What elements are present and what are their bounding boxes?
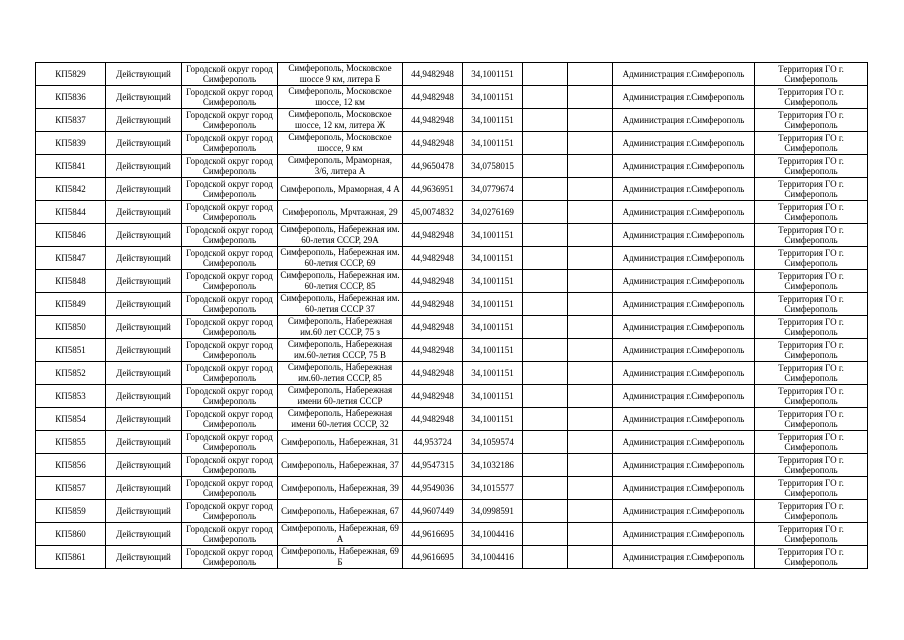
cell-administration: Администрация г.Симферополь bbox=[613, 63, 755, 86]
cell-code: КП5837 bbox=[36, 109, 106, 132]
cell-territory: Территория ГО г. Симферополь bbox=[755, 339, 868, 362]
cell-code: КП5861 bbox=[36, 546, 106, 569]
cell-address: Симферополь, Набережная, 67 bbox=[278, 500, 403, 523]
cell-administration: Администрация г.Симферополь bbox=[613, 477, 755, 500]
cell-code: КП5849 bbox=[36, 293, 106, 316]
cell-district: Городской округ город Симферополь bbox=[182, 385, 278, 408]
cell-territory: Территория ГО г. Симферополь bbox=[755, 293, 868, 316]
cell-address: Симферополь, Мраморная, 3/6, литера А bbox=[278, 155, 403, 178]
cell-empty-2 bbox=[568, 86, 613, 109]
cell-latitude: 44,9607449 bbox=[403, 500, 463, 523]
cell-status: Действующий bbox=[106, 431, 182, 454]
cell-empty-1 bbox=[523, 385, 568, 408]
table-row bbox=[36, 201, 868, 224]
cell-empty-1 bbox=[523, 293, 568, 316]
cell-district: Городской округ город Симферополь bbox=[182, 247, 278, 270]
cell-territory: Территория ГО г. Симферополь bbox=[755, 201, 868, 224]
cell-address: Симферополь, Набережная им. 60-летия СССР, 29А bbox=[278, 224, 403, 247]
cell-district: Городской округ город Симферополь bbox=[182, 86, 278, 109]
cell-district: Городской округ город Симферополь bbox=[182, 155, 278, 178]
cell-administration: Администрация г.Симферополь bbox=[613, 454, 755, 477]
cell-longitude: 34,1001151 bbox=[463, 132, 523, 155]
table-row bbox=[36, 316, 868, 339]
cell-territory: Территория ГО г. Симферополь bbox=[755, 178, 868, 201]
cell-longitude: 34,1001151 bbox=[463, 339, 523, 362]
cell-territory: Территория ГО г. Симферополь bbox=[755, 454, 868, 477]
cell-address: Симферополь, Набережная им.60-летия СССР, 85 bbox=[278, 362, 403, 385]
cell-administration: Администрация г.Симферополь bbox=[613, 316, 755, 339]
cell-empty-1 bbox=[523, 316, 568, 339]
cell-territory: Территория ГО г. Симферополь bbox=[755, 224, 868, 247]
cell-district: Городской округ город Симферополь bbox=[182, 178, 278, 201]
cell-administration: Администрация г.Симферополь bbox=[613, 247, 755, 270]
cell-administration: Администрация г.Симферополь bbox=[613, 86, 755, 109]
cell-administration: Администрация г.Симферополь bbox=[613, 201, 755, 224]
cell-address: Симферополь, Набережная имени 60-летия СССР bbox=[278, 385, 403, 408]
cell-code: КП5856 bbox=[36, 454, 106, 477]
cell-empty-1 bbox=[523, 431, 568, 454]
cell-empty-2 bbox=[568, 385, 613, 408]
cell-empty-1 bbox=[523, 454, 568, 477]
cell-empty-1 bbox=[523, 477, 568, 500]
cell-empty-1 bbox=[523, 500, 568, 523]
table-row bbox=[36, 362, 868, 385]
cell-address: Симферополь, Набережная, 31 bbox=[278, 431, 403, 454]
cell-administration: Администрация г.Симферополь bbox=[613, 523, 755, 546]
cell-status: Действующий bbox=[106, 270, 182, 293]
cell-status: Действующий bbox=[106, 454, 182, 477]
cell-empty-2 bbox=[568, 523, 613, 546]
cell-empty-1 bbox=[523, 224, 568, 247]
cell-empty-2 bbox=[568, 339, 613, 362]
table-row bbox=[36, 477, 868, 500]
cell-latitude: 44,9482948 bbox=[403, 339, 463, 362]
cell-empty-1 bbox=[523, 63, 568, 86]
cell-administration: Администрация г.Симферополь bbox=[613, 155, 755, 178]
cell-empty-2 bbox=[568, 408, 613, 431]
cell-latitude: 44,9482948 bbox=[403, 247, 463, 270]
cell-address: Симферополь, Московское шоссе, 9 км bbox=[278, 132, 403, 155]
cell-district: Городской округ город Симферополь bbox=[182, 132, 278, 155]
cell-longitude: 34,0998591 bbox=[463, 500, 523, 523]
cell-latitude: 44,9482948 bbox=[403, 132, 463, 155]
cell-territory: Территория ГО г. Симферополь bbox=[755, 63, 868, 86]
cell-longitude: 34,1004416 bbox=[463, 546, 523, 569]
cell-longitude: 34,1004416 bbox=[463, 523, 523, 546]
table-row bbox=[36, 523, 868, 546]
cell-code: КП5829 bbox=[36, 63, 106, 86]
cell-address: Симферополь, Московское шоссе, 12 км bbox=[278, 86, 403, 109]
cell-empty-2 bbox=[568, 431, 613, 454]
cell-status: Действующий bbox=[106, 362, 182, 385]
cell-address: Симферополь, Набережная, 69 А bbox=[278, 523, 403, 546]
cell-code: КП5842 bbox=[36, 178, 106, 201]
table-row bbox=[36, 224, 868, 247]
cell-empty-2 bbox=[568, 109, 613, 132]
cell-empty-2 bbox=[568, 546, 613, 569]
cell-district: Городской округ город Симферополь bbox=[182, 523, 278, 546]
cell-latitude: 44,9482948 bbox=[403, 270, 463, 293]
cell-status: Действующий bbox=[106, 178, 182, 201]
cell-longitude: 34,1001151 bbox=[463, 63, 523, 86]
cell-code: КП5852 bbox=[36, 362, 106, 385]
cell-address: Симферополь, Набережная им. 60-летия СССР 37 bbox=[278, 293, 403, 316]
table-row bbox=[36, 247, 868, 270]
cell-empty-1 bbox=[523, 86, 568, 109]
cell-longitude: 34,0276169 bbox=[463, 201, 523, 224]
cell-administration: Администрация г.Симферополь bbox=[613, 546, 755, 569]
cell-territory: Территория ГО г. Симферополь bbox=[755, 408, 868, 431]
cell-district: Городской округ город Симферополь bbox=[182, 546, 278, 569]
cell-district: Городской округ город Симферополь bbox=[182, 316, 278, 339]
cell-code: КП5851 bbox=[36, 339, 106, 362]
cell-territory: Территория ГО г. Симферополь bbox=[755, 132, 868, 155]
cell-longitude: 34,1001151 bbox=[463, 385, 523, 408]
table-row bbox=[36, 293, 868, 316]
table-row bbox=[36, 454, 868, 477]
table-row bbox=[36, 155, 868, 178]
cell-empty-1 bbox=[523, 247, 568, 270]
cell-latitude: 44,9549036 bbox=[403, 477, 463, 500]
cell-latitude: 44,9482948 bbox=[403, 86, 463, 109]
cell-empty-2 bbox=[568, 477, 613, 500]
cell-territory: Территория ГО г. Симферополь bbox=[755, 431, 868, 454]
cell-empty-2 bbox=[568, 247, 613, 270]
cell-latitude: 44,9482948 bbox=[403, 362, 463, 385]
cell-latitude: 44,9616695 bbox=[403, 546, 463, 569]
cell-status: Действующий bbox=[106, 109, 182, 132]
cell-empty-1 bbox=[523, 362, 568, 385]
cell-district: Городской округ город Симферополь bbox=[182, 293, 278, 316]
cell-address: Симферополь, Набережная им. 60-летия СССР, 69 bbox=[278, 247, 403, 270]
cell-longitude: 34,1001151 bbox=[463, 109, 523, 132]
cell-address: Симферополь, Московское шоссе, 12 км, литера Ж bbox=[278, 109, 403, 132]
registry-table bbox=[35, 62, 868, 569]
cell-district: Городской округ город Симферополь bbox=[182, 500, 278, 523]
cell-empty-2 bbox=[568, 155, 613, 178]
cell-status: Действующий bbox=[106, 546, 182, 569]
cell-address: Симферополь, Набережная, 69 Б bbox=[278, 546, 403, 569]
cell-district: Городской округ город Симферополь bbox=[182, 270, 278, 293]
cell-latitude: 44,9482948 bbox=[403, 224, 463, 247]
cell-longitude: 34,1059574 bbox=[463, 431, 523, 454]
cell-territory: Территория ГО г. Симферополь bbox=[755, 270, 868, 293]
cell-territory: Территория ГО г. Симферополь bbox=[755, 385, 868, 408]
cell-address: Симферополь, Московское шоссе 9 км, литера Б bbox=[278, 63, 403, 86]
cell-administration: Администрация г.Симферополь bbox=[613, 293, 755, 316]
cell-code: КП5860 bbox=[36, 523, 106, 546]
cell-empty-1 bbox=[523, 523, 568, 546]
cell-latitude: 44,9650478 bbox=[403, 155, 463, 178]
cell-administration: Администрация г.Симферополь bbox=[613, 362, 755, 385]
table-row bbox=[36, 385, 868, 408]
cell-district: Городской округ город Симферополь bbox=[182, 109, 278, 132]
cell-empty-1 bbox=[523, 155, 568, 178]
cell-code: КП5857 bbox=[36, 477, 106, 500]
cell-code: КП5839 bbox=[36, 132, 106, 155]
cell-empty-1 bbox=[523, 132, 568, 155]
cell-code: КП5836 bbox=[36, 86, 106, 109]
cell-address: Симферополь, Мрчтажная, 29 bbox=[278, 201, 403, 224]
cell-territory: Территория ГО г. Симферополь bbox=[755, 362, 868, 385]
cell-address: Симферополь, Мраморная, 4 А bbox=[278, 178, 403, 201]
cell-territory: Территория ГО г. Симферополь bbox=[755, 109, 868, 132]
cell-address: Симферополь, Набережная, 37 bbox=[278, 454, 403, 477]
cell-code: КП5853 bbox=[36, 385, 106, 408]
cell-code: КП5846 bbox=[36, 224, 106, 247]
cell-administration: Администрация г.Симферополь bbox=[613, 132, 755, 155]
cell-longitude: 34,1001151 bbox=[463, 408, 523, 431]
cell-code: КП5854 bbox=[36, 408, 106, 431]
cell-administration: Администрация г.Симферополь bbox=[613, 431, 755, 454]
cell-empty-2 bbox=[568, 132, 613, 155]
cell-address: Симферополь, Набережная им.60-летия СССР, 75 В bbox=[278, 339, 403, 362]
cell-longitude: 34,1015577 bbox=[463, 477, 523, 500]
cell-longitude: 34,1001151 bbox=[463, 86, 523, 109]
table-row bbox=[36, 500, 868, 523]
cell-status: Действующий bbox=[106, 293, 182, 316]
cell-territory: Территория ГО г. Симферополь bbox=[755, 546, 868, 569]
cell-status: Действующий bbox=[106, 155, 182, 178]
cell-district: Городской округ город Симферополь bbox=[182, 339, 278, 362]
cell-territory: Территория ГО г. Симферополь bbox=[755, 155, 868, 178]
cell-code: КП5844 bbox=[36, 201, 106, 224]
cell-longitude: 34,0758015 bbox=[463, 155, 523, 178]
cell-territory: Территория ГО г. Симферополь bbox=[755, 500, 868, 523]
table-row bbox=[36, 178, 868, 201]
cell-longitude: 34,1001151 bbox=[463, 270, 523, 293]
cell-code: КП5859 bbox=[36, 500, 106, 523]
cell-empty-2 bbox=[568, 362, 613, 385]
cell-address: Симферополь, Набережная им. 60-летия СССР, 85 bbox=[278, 270, 403, 293]
cell-district: Городской округ город Симферополь bbox=[182, 454, 278, 477]
cell-district: Городской округ город Симферополь bbox=[182, 477, 278, 500]
cell-empty-2 bbox=[568, 270, 613, 293]
cell-status: Действующий bbox=[106, 86, 182, 109]
cell-administration: Администрация г.Симферополь bbox=[613, 385, 755, 408]
cell-longitude: 34,1001151 bbox=[463, 293, 523, 316]
document-sheet bbox=[35, 62, 868, 569]
cell-longitude: 34,1001151 bbox=[463, 224, 523, 247]
cell-empty-1 bbox=[523, 178, 568, 201]
cell-territory: Территория ГО г. Симферополь bbox=[755, 86, 868, 109]
cell-empty-2 bbox=[568, 293, 613, 316]
cell-status: Действующий bbox=[106, 500, 182, 523]
cell-status: Действующий bbox=[106, 63, 182, 86]
cell-longitude: 34,1032186 bbox=[463, 454, 523, 477]
cell-empty-1 bbox=[523, 109, 568, 132]
cell-longitude: 34,1001151 bbox=[463, 247, 523, 270]
cell-latitude: 44,9636951 bbox=[403, 178, 463, 201]
cell-empty-2 bbox=[568, 454, 613, 477]
cell-status: Действующий bbox=[106, 247, 182, 270]
cell-latitude: 44,9482948 bbox=[403, 316, 463, 339]
cell-latitude: 44,9482948 bbox=[403, 63, 463, 86]
cell-latitude: 44,953724 bbox=[403, 431, 463, 454]
cell-status: Действующий bbox=[106, 408, 182, 431]
cell-empty-2 bbox=[568, 224, 613, 247]
cell-district: Городской округ город Симферополь bbox=[182, 224, 278, 247]
cell-administration: Администрация г.Симферополь bbox=[613, 178, 755, 201]
cell-empty-1 bbox=[523, 408, 568, 431]
cell-district: Городской округ город Симферополь bbox=[182, 63, 278, 86]
cell-empty-1 bbox=[523, 546, 568, 569]
cell-latitude: 44,9616695 bbox=[403, 523, 463, 546]
cell-status: Действующий bbox=[106, 523, 182, 546]
cell-territory: Территория ГО г. Симферополь bbox=[755, 523, 868, 546]
cell-longitude: 34,1001151 bbox=[463, 316, 523, 339]
cell-empty-2 bbox=[568, 500, 613, 523]
cell-latitude: 44,9482948 bbox=[403, 109, 463, 132]
cell-address: Симферополь, Набережная имени 60-летия СССР, 32 bbox=[278, 408, 403, 431]
cell-address: Симферополь, Набережная, 39 bbox=[278, 477, 403, 500]
cell-status: Действующий bbox=[106, 339, 182, 362]
cell-code: КП5848 bbox=[36, 270, 106, 293]
cell-territory: Территория ГО г. Симферополь bbox=[755, 247, 868, 270]
cell-empty-1 bbox=[523, 201, 568, 224]
table-row bbox=[36, 339, 868, 362]
cell-latitude: 44,9482948 bbox=[403, 408, 463, 431]
cell-district: Городской округ город Симферополь bbox=[182, 362, 278, 385]
cell-administration: Администрация г.Симферополь bbox=[613, 224, 755, 247]
table-row bbox=[36, 132, 868, 155]
cell-territory: Территория ГО г. Симферополь bbox=[755, 316, 868, 339]
cell-empty-2 bbox=[568, 316, 613, 339]
cell-status: Действующий bbox=[106, 477, 182, 500]
cell-empty-2 bbox=[568, 201, 613, 224]
cell-status: Действующий bbox=[106, 385, 182, 408]
cell-district: Городской округ город Симферополь bbox=[182, 201, 278, 224]
cell-code: КП5855 bbox=[36, 431, 106, 454]
cell-latitude: 44,9482948 bbox=[403, 385, 463, 408]
table-row bbox=[36, 109, 868, 132]
cell-district: Городской округ город Симферополь bbox=[182, 408, 278, 431]
cell-code: КП5841 bbox=[36, 155, 106, 178]
cell-administration: Администрация г.Симферополь bbox=[613, 408, 755, 431]
cell-longitude: 34,1001151 bbox=[463, 362, 523, 385]
table-row bbox=[36, 86, 868, 109]
cell-territory: Территория ГО г. Симферополь bbox=[755, 477, 868, 500]
registry-table-body bbox=[36, 63, 868, 569]
cell-longitude: 34,0779674 bbox=[463, 178, 523, 201]
cell-status: Действующий bbox=[106, 132, 182, 155]
cell-empty-1 bbox=[523, 339, 568, 362]
cell-status: Действующий bbox=[106, 224, 182, 247]
cell-empty-2 bbox=[568, 178, 613, 201]
cell-latitude: 44,9547315 bbox=[403, 454, 463, 477]
cell-administration: Администрация г.Симферополь bbox=[613, 270, 755, 293]
cell-address: Симферополь, Набережная им.60 лет СССР, 75 з bbox=[278, 316, 403, 339]
cell-administration: Администрация г.Симферополь bbox=[613, 339, 755, 362]
cell-status: Действующий bbox=[106, 316, 182, 339]
cell-empty-2 bbox=[568, 63, 613, 86]
table-row bbox=[36, 270, 868, 293]
table-row bbox=[36, 546, 868, 569]
cell-empty-1 bbox=[523, 270, 568, 293]
table-row bbox=[36, 408, 868, 431]
cell-district: Городской округ город Симферополь bbox=[182, 431, 278, 454]
cell-administration: Администрация г.Симферополь bbox=[613, 109, 755, 132]
table-row bbox=[36, 63, 868, 86]
table-row bbox=[36, 431, 868, 454]
cell-latitude: 44,9482948 bbox=[403, 293, 463, 316]
cell-code: КП5850 bbox=[36, 316, 106, 339]
cell-administration: Администрация г.Симферополь bbox=[613, 500, 755, 523]
cell-latitude: 45,0074832 bbox=[403, 201, 463, 224]
cell-code: КП5847 bbox=[36, 247, 106, 270]
cell-status: Действующий bbox=[106, 201, 182, 224]
